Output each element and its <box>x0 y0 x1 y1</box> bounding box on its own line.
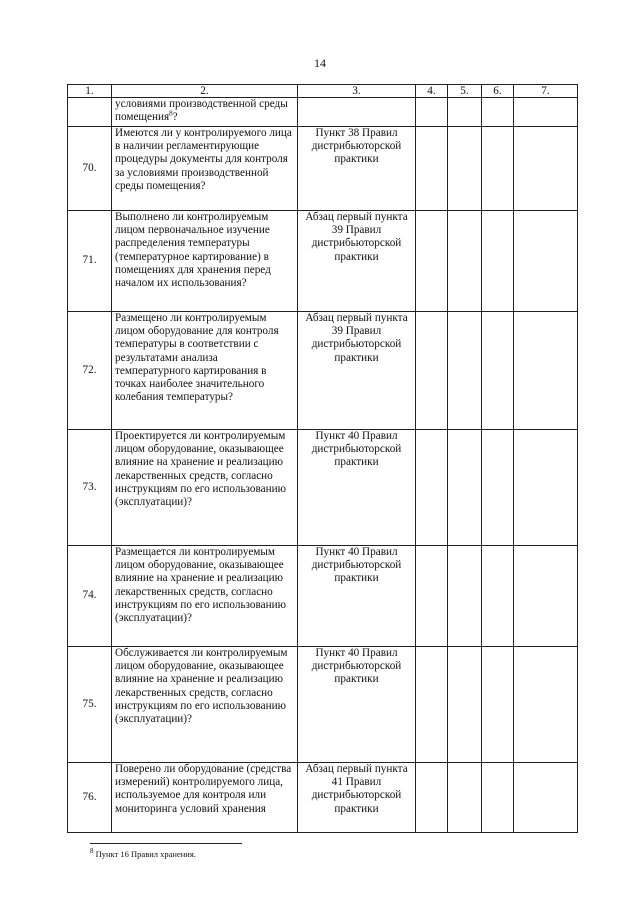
header-col-5: 5. <box>448 85 482 98</box>
header-col-1: 1. <box>68 85 112 98</box>
table-row <box>68 430 578 546</box>
header-col-7: 7. <box>514 85 578 98</box>
row-question: Проектируется ли контролируемым лицом оборудование, оказывающее влияние на хранение и реализацию лекарственных средств, согласно инструкциям по его использованию (эксплуатации)? <box>112 430 298 546</box>
row-question: Обслуживается ли контролируемым лицом оборудование, оказывающее влияние на хранение и реализацию лекарственных средств, согласно инструкциям по его использованию (эксплуатации)? <box>112 647 298 763</box>
row-number: 75. <box>68 647 112 763</box>
header-col-4: 4. <box>416 85 448 98</box>
footnote-text: Пункт 16 Правил хранения. <box>95 849 196 859</box>
row-question: Имеются ли у контролируемого лица в наличии регламентирующие процедуры документы для контроля за условиями производственной среды помещения? <box>112 127 298 211</box>
row-number: 76. <box>68 763 112 833</box>
header-row <box>68 85 578 98</box>
row-number: 72. <box>68 312 112 430</box>
row-reference: Пункт 40 Правил дистрибьюторской практики <box>298 430 416 546</box>
footnote-separator <box>90 843 242 844</box>
header-col-3: 3. <box>298 85 416 98</box>
footnote-ref: 8 <box>169 109 173 118</box>
table-row <box>68 647 578 763</box>
table-row <box>68 98 578 127</box>
row-number: 73. <box>68 430 112 546</box>
header-col-2: 2. <box>112 85 298 98</box>
table-row <box>68 211 578 312</box>
page-number: 14 <box>314 56 326 70</box>
table-row <box>68 763 578 833</box>
header-col-6: 6. <box>482 85 514 98</box>
checklist-table <box>67 84 578 833</box>
row-reference: Абзац первый пункта 39 Правил дистрибьюторской практики <box>298 312 416 430</box>
footnote-mark: 8 <box>90 847 94 856</box>
row-question: Размещено ли контролируемым лицом оборудование для контроля температуры в соответствии с результатами анализа температурного картирования в точках наиболее значительного колебания температуры? <box>112 312 298 430</box>
row-reference: Абзац первый пункта 39 Правил дистрибьюторской практики <box>298 211 416 312</box>
row-number: 74. <box>68 546 112 647</box>
footnote <box>90 849 196 859</box>
continuation-question: условиями производственной среды помещения$^8$? <box>112 98 298 127</box>
table-row <box>68 127 578 211</box>
row-number: 71. <box>68 211 112 312</box>
row-question: Размещается ли контролируемым лицом оборудование, оказывающее влияние на хранение и реализацию лекарственных средств, согласно инструкциям по его использованию (эксплуатации)? <box>112 546 298 647</box>
row-question: Выполнено ли контролируемым лицом первоначальное изучение распределения температуры (температурное картирование) в помещениях для хранения перед началом их использования? <box>112 211 298 312</box>
row-reference: Абзац первый пункта 41 Правил дистрибьюторской практики <box>298 763 416 833</box>
table-row <box>68 312 578 430</box>
row-reference: Пункт 38 Правил дистрибьюторской практики <box>298 127 416 211</box>
row-question: Поверено ли оборудование (средства измерений) контролируемого лица, используемое для контроля или мониторинга условий хранения <box>112 763 298 833</box>
row-number: 70. <box>68 127 112 211</box>
row-reference: Пункт 40 Правил дистрибьюторской практики <box>298 546 416 647</box>
row-reference: Пункт 40 Правил дистрибьюторской практики <box>298 647 416 763</box>
table-row <box>68 546 578 647</box>
